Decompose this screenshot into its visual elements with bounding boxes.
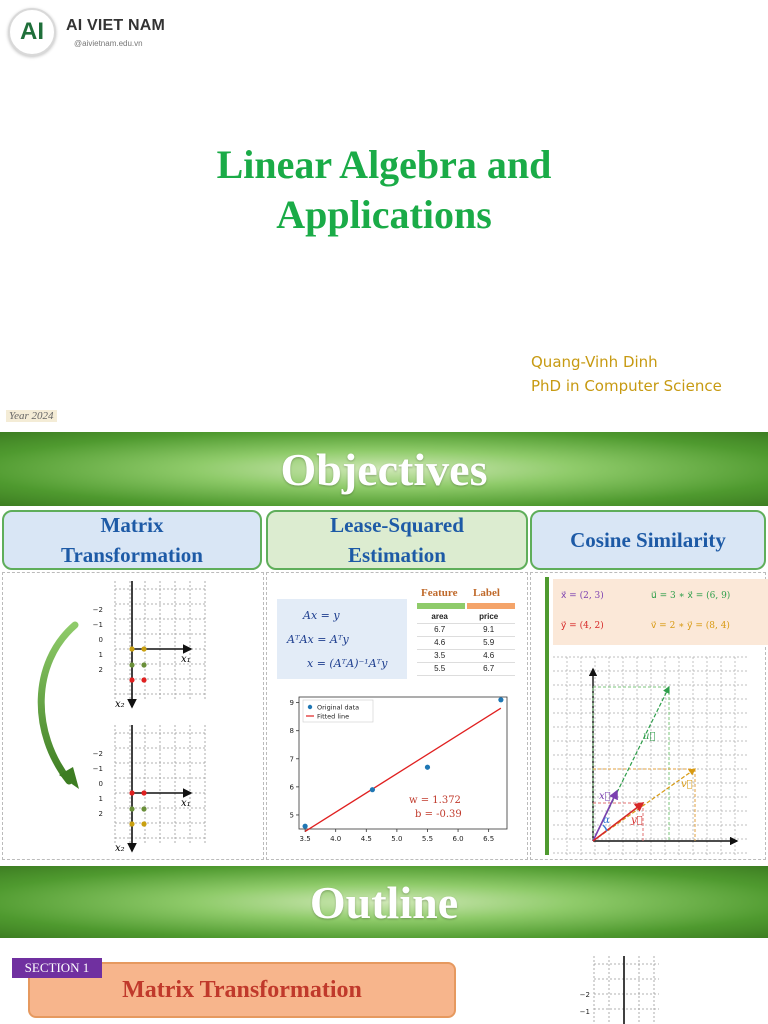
year-label: Year 2024 <box>6 410 57 422</box>
equation-2: AᵀAx = Aᵀy <box>287 633 349 646</box>
label-y: y⃗ <box>631 815 643 826</box>
data-table <box>417 587 515 676</box>
x-tick-label: 5.5 <box>421 835 434 843</box>
title-line-2: Applications <box>276 192 492 237</box>
data-point <box>498 697 503 702</box>
objective-3-line-1: Cosine Similarity <box>570 528 726 552</box>
objectives-banner <box>0 432 768 506</box>
objective-2-line-1: Lease-Squared <box>330 513 464 537</box>
legend-marker-points <box>308 705 312 709</box>
bottom-tick-5: 2 <box>98 810 103 818</box>
bottom-tick-4: 1 <box>98 795 103 803</box>
objective-matrix-transformation <box>2 510 262 570</box>
top-tick-3: 0 <box>98 636 103 644</box>
legend-label-points: Original data <box>317 703 360 712</box>
objective-least-squares <box>266 510 528 570</box>
ai-viet-nam-logo <box>8 8 56 56</box>
section-title: Matrix Transformation <box>122 976 362 1003</box>
matrix-grids-figure <box>3 573 265 861</box>
logo-url: @aivietnam.edu.vn <box>74 39 143 48</box>
regression-chart-svg <box>277 691 515 849</box>
feature-header: Feature <box>421 587 458 599</box>
x-tick-label: 3.5 <box>299 835 311 843</box>
y-tick-label: 8 <box>289 727 294 736</box>
bottom-x1-label: x₁ <box>181 798 191 809</box>
top-tick-1: −2 <box>92 606 103 614</box>
top-tick-4: 1 <box>98 651 103 659</box>
transform-curve-arrow <box>41 625 75 781</box>
label-alpha: α <box>603 815 610 826</box>
table-row: 5.5 6.7 <box>417 662 515 675</box>
fit-w-label: w = 1.372 <box>409 795 461 806</box>
data-point <box>370 787 375 792</box>
outline-grid-figure <box>574 938 664 1024</box>
cosine-similarity-panel <box>530 572 766 860</box>
eq-v: v⃗ = 2 ∗ y⃗ = (8, 4) <box>651 621 730 631</box>
eq-u: u⃗ = 3 ∗ x⃗ = (6, 9) <box>651 591 731 601</box>
outline-banner <box>0 866 768 938</box>
eq-x: x⃗ = (2, 3) <box>561 591 604 601</box>
title-line-1: Linear Algebra and <box>216 142 552 187</box>
normal-equation-box <box>277 599 407 679</box>
least-squares-panel <box>266 572 528 860</box>
vectors-figure <box>531 573 767 861</box>
bottom-tick-2: −1 <box>92 765 103 773</box>
legend-label-line: Fitted line <box>317 712 350 721</box>
objective-1-line-2: Transformation <box>61 543 203 567</box>
bottom-grid <box>115 725 205 851</box>
author-name: Quang-Vinh Dinh <box>531 353 658 371</box>
top-x2-label: x₂ <box>115 699 125 710</box>
x-tick-label: 6.5 <box>483 835 495 843</box>
top-grid <box>115 581 205 707</box>
table-row: 4.6 5.9 <box>417 636 515 649</box>
data-point <box>425 765 430 770</box>
objective-cosine-similarity <box>530 510 766 570</box>
objectives-slide <box>0 506 768 866</box>
x-tick-label: 4.0 <box>330 835 342 843</box>
objectives-heading: Objectives <box>280 443 488 495</box>
col-price: price <box>462 610 515 623</box>
logo-mark: AI <box>20 18 44 45</box>
top-tick-5: 2 <box>98 666 103 674</box>
outline-heading: Outline <box>309 876 459 928</box>
table-row: 3.5 4.6 <box>417 649 515 662</box>
equation-3: x = (AᵀA)⁻¹Aᵀy <box>307 657 388 670</box>
main-title <box>0 140 768 240</box>
regression-chart <box>277 691 515 849</box>
data-point <box>303 824 308 829</box>
eq-y: y⃗ = (4, 2) <box>561 621 604 631</box>
objective-1-line-1: Matrix <box>100 513 164 537</box>
label-header: Label <box>473 587 500 599</box>
equation-1: Ax = y <box>303 609 340 622</box>
label-x: x⃗ <box>599 791 611 802</box>
y-tick-label: 9 <box>289 699 294 708</box>
table-row: 6.7 9.1 <box>417 623 515 636</box>
bottom-tick-3: 0 <box>98 780 103 788</box>
bottom-x2-label: x₂ <box>115 843 125 854</box>
section-tag: SECTION 1 <box>12 958 102 978</box>
title-slide <box>0 0 768 432</box>
outline-tick-2: −1 <box>579 1008 590 1016</box>
fit-b-label: b = -0.39 <box>415 809 462 820</box>
top-x1-label: x₁ <box>181 654 191 665</box>
outline-slide <box>0 938 768 1024</box>
author-block <box>531 350 722 398</box>
x-tick-label: 4.5 <box>360 835 372 843</box>
author-degree: PhD in Computer Science <box>531 377 722 395</box>
y-tick-label: 7 <box>289 755 294 764</box>
feature-label-table <box>417 610 515 676</box>
y-tick-label: 5 <box>289 811 294 820</box>
label-u: u⃗ <box>643 731 656 742</box>
bottom-tick-1: −2 <box>92 750 103 758</box>
outline-tick-1: −2 <box>579 991 590 999</box>
y-tick-label: 6 <box>289 783 294 792</box>
x-tick-label: 5.0 <box>391 835 403 843</box>
x-tick-label: 6.0 <box>452 835 464 843</box>
objective-2-line-2: Estimation <box>347 543 446 567</box>
logo-name: AI VIET NAM <box>66 17 166 34</box>
label-v: v⃗ <box>681 779 693 790</box>
col-area: area <box>417 610 462 623</box>
matrix-transformation-panel <box>2 572 264 860</box>
top-tick-2: −1 <box>92 621 103 629</box>
